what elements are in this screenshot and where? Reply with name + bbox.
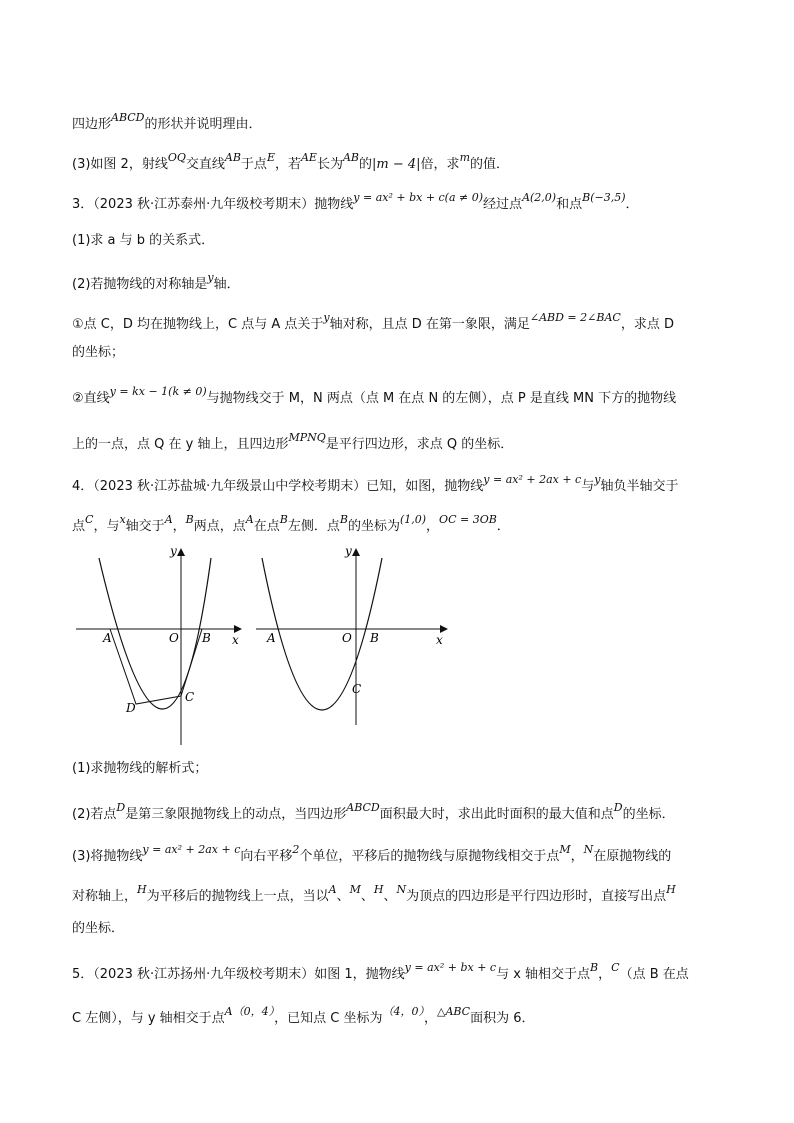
text-run: ，与 [93,519,120,534]
text-run: C 左侧），与 y 轴相交于点 [72,1011,225,1026]
text-run: 轴对称，且点 D 在第一象限，满足 [329,317,530,332]
text-run: ． [625,197,639,212]
text-run: 为平移后的抛物线上一点，当以 [146,889,329,904]
math-expression: ABCD [346,801,380,814]
line-18 [72,1005,535,1028]
line-4 [72,232,214,250]
math-expression: y = ax² + 2ax + c [142,843,241,856]
line-12 [72,760,207,778]
text-run: (2)若点 [72,807,117,822]
math-expression: （4，0） [382,1005,424,1018]
math-expression: B [185,513,194,526]
text-run: 是平行四边形，求点 Q 的坐标． [325,437,514,452]
text-run: ， [570,849,584,864]
text-run: ，求点 D [620,317,674,332]
text-run: 轴． [213,277,240,292]
line-16 [72,920,124,938]
text-run: 、 [383,889,397,904]
text-run: 面积最大时，求出此时面积的最大值和点 [379,807,614,822]
text-run: 的形状并说明理由． [144,117,262,132]
text-run: 、 [336,889,350,904]
math-expression: △ABC [436,1005,471,1018]
text-run: 为顶点的四边形是平行四边形时，直接写出点 [406,889,667,904]
text-run: 轴负半轴交于 [600,479,679,494]
math-expression: D [116,801,126,814]
text-run: 和点 [556,197,583,212]
math-expression: y = kx − 1(k ≠ 0) [109,385,207,398]
text-run: ①点 C，D 均在抛物线上，C 点与 A 点关于 [72,317,324,332]
math-expression: C [85,513,94,526]
line-7 [72,344,124,362]
math-expression: E [266,151,275,164]
math-expression: A [164,513,173,526]
math-expression: A（0，4） [224,1005,275,1018]
math-expression: N [583,843,594,856]
math-expression: y [323,311,330,324]
text-run: 是第三象限抛物线上的动点，当四边形 [125,807,347,822]
fig1-label-y: y [170,544,177,558]
text-run: 面积为 6． [470,1011,535,1026]
math-expression: (1,0) [399,513,427,526]
math-expression: H [666,883,676,896]
text-run: （点 B 在点 [619,967,689,982]
math-expression: OQ [167,151,186,164]
text-run: (3)将抛物线 [72,849,143,864]
text-run: 轴交于 [125,519,165,534]
math-expression: A(2,0) [522,191,557,204]
fig1-label-a: A [103,631,112,645]
text-run: 的 [359,157,373,172]
math-expression: y = ax² + bx + c [404,961,497,974]
fig2-label-c: C [352,682,362,696]
fig2-label-o: O [342,631,352,645]
line-6 [72,311,674,334]
line-8 [72,385,677,408]
text-run: 四边形 [72,117,112,132]
math-expression: D [613,801,623,814]
math-expression: OC = 3OB [439,513,497,526]
fig2-label-b: B [370,631,379,645]
fig1-label-b: B [202,631,211,645]
text-run: 左侧．点 [287,519,340,534]
line-3 [72,191,639,214]
text-run: 的坐标； [72,345,125,360]
figure-1 [72,540,252,750]
text-run: 点 [72,519,86,534]
line-1 [72,111,262,134]
text-run: (1)求抛物线的解析式； [72,761,208,776]
line-14 [72,843,672,866]
math-expression: H [137,883,147,896]
math-expression: H [373,883,384,896]
math-expression: y = ax² + 2ax + c [483,473,582,486]
math-expression: C [611,961,620,974]
text-run: 3．（2023 秋·江苏泰州·九年级校考期末）抛物线 [72,197,354,212]
text-run: 在点 [253,519,280,534]
text-run: 的坐标． [72,921,125,936]
text-run: (3)如图 2，射线 [72,157,168,172]
text-run: 长为 [316,157,343,172]
math-expression: N [396,883,407,896]
fig2-label-a: A [267,631,276,645]
text-run: 向右平移 [240,849,293,864]
math-expression: B [590,961,599,974]
text-run: ，已知点 C 坐标为 [274,1011,383,1026]
text-run: ， [172,519,186,534]
text-run: 在原抛物线的 [593,849,672,864]
line-5 [72,271,240,294]
math-expression: 2 [292,843,300,856]
math-expression: m [459,151,470,164]
line-15 [72,883,676,906]
fig1-label-o: O [169,631,179,645]
text-run: 于点 [240,157,267,172]
math-expression: B [279,513,288,526]
math-expression: MPNQ [288,431,326,444]
text-run: 与 [581,479,595,494]
math-expression: A [245,513,254,526]
text-run: (1)求 a 与 b 的关系式． [72,233,215,248]
math-expression: B [339,513,348,526]
text-run: ， [423,1011,437,1026]
text-run: 交直线 [185,157,225,172]
text-run: 两点，点 [193,519,246,534]
text-run: 的坐标． [622,807,675,822]
math-expression: y [207,271,214,284]
text-run: ②直线 [72,391,110,406]
text-run: (2)若抛物线的对称轴是 [72,277,208,292]
text-run: 、 [360,889,374,904]
fig1-label-c: C [185,690,195,704]
text-run: 与抛物线交于 M，N 两点（点 M 在点 N 的左侧），点 P 是直线 MN 下方的抛物线 [206,391,677,406]
text-run: 4．（2023 秋·江苏盐城·九年级景山中学校考期末）已知，如图，抛物线 [72,479,484,494]
math-expression: |m − 4| [372,157,421,172]
parabola [262,558,382,710]
fig2-label-x: x [436,633,443,647]
text-run: 的坐标为 [347,519,400,534]
line-9 [72,431,514,454]
text-run: ． [496,519,510,534]
text-run: 与 x 轴相交于点 [496,967,591,982]
math-expression: ABCD [111,111,145,124]
math-expression: y [594,473,601,486]
line-11 [72,513,510,536]
math-expression: B(−3,5) [582,191,626,204]
text-run: 上的一点，点 Q 在 y 轴上，且四边形 [72,437,289,452]
math-expression: ∠ABD = 2∠BAC [529,311,621,324]
parabola [99,558,211,709]
line-17 [72,961,689,984]
text-run: 对称轴上， [72,889,138,904]
math-expression: AE [300,151,317,164]
math-expression: AB [342,151,360,164]
text-run: 的值． [470,157,510,172]
math-expression: M [559,843,571,856]
fig1-label-d: D [126,701,136,715]
figure-2 [252,540,452,740]
math-expression: y = ax² + bx + c(a ≠ 0) [353,191,484,204]
fig1-label-x: x [232,633,239,647]
text-run: 个单位，平移后的抛物线与原抛物线相交于点 [299,849,560,864]
math-expression: AB [224,151,241,164]
text-run: 倍，求 [420,157,460,172]
line-2 [72,151,510,174]
text-run: ， [426,519,440,534]
text-run: ，若 [274,157,301,172]
line-10 [72,473,679,496]
text-run: ， [598,967,612,982]
math-expression: M [349,883,361,896]
line-13 [72,801,675,824]
text-run: 5．（2023 秋·江苏扬州·九年级校考期末）如图 1，抛物线 [72,967,405,982]
fig2-label-y: y [345,544,352,558]
math-expression: x [119,513,126,526]
math-expression: A [328,883,337,896]
text-run: 经过点 [483,197,523,212]
